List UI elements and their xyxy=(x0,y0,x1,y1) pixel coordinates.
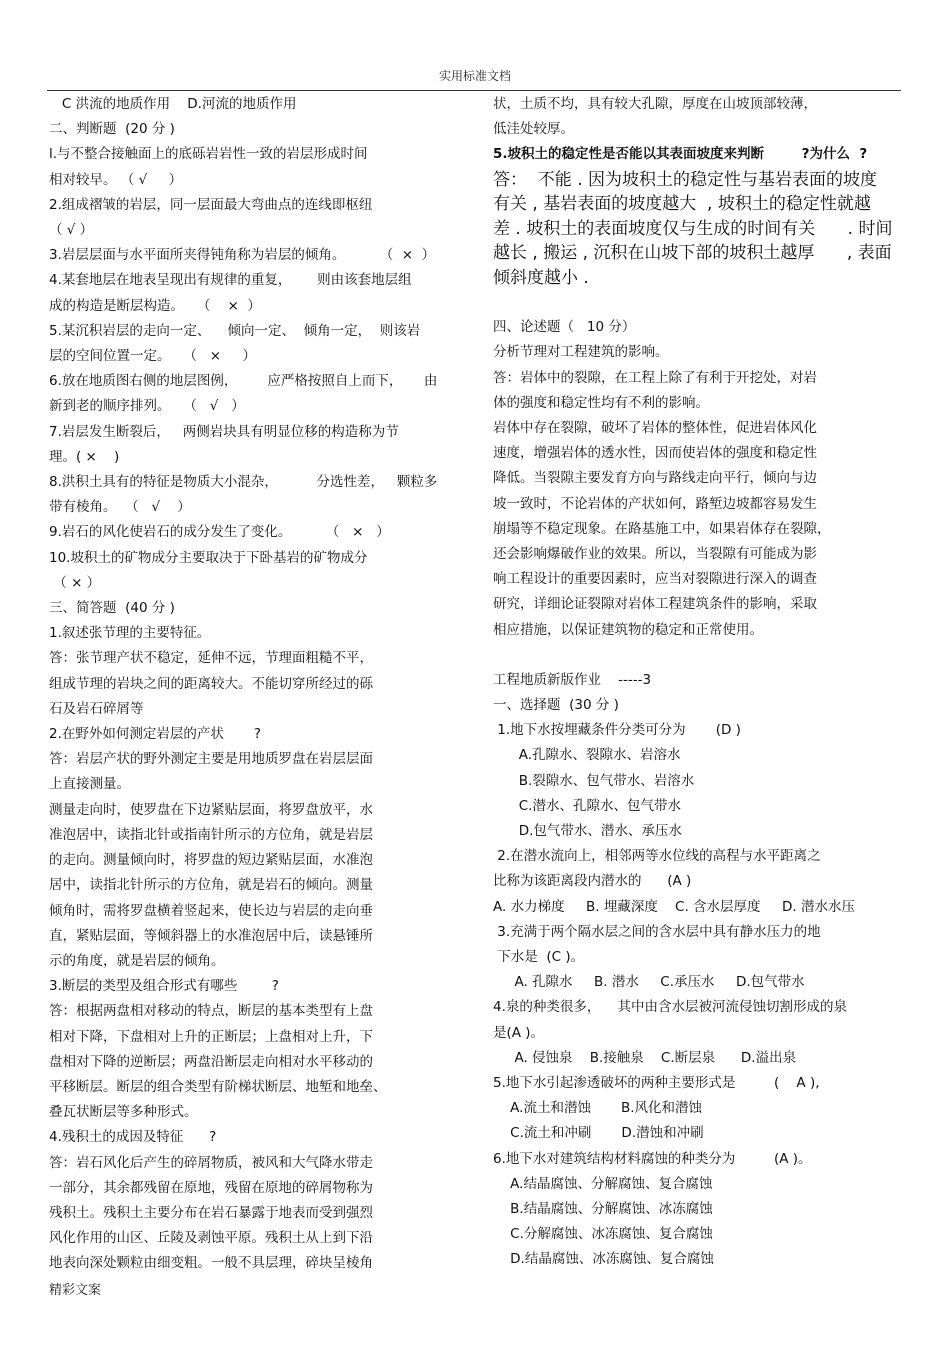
text-line: 5.某沉积岩层的走向一定、 倾向一定、 倾角一定， 则该岩 xyxy=(49,322,421,339)
spacer xyxy=(493,290,903,315)
question-line: 比称为该距离段内潜水的 (A ) xyxy=(493,873,692,890)
option-line: C.潜水、孔隙水、包气带水 xyxy=(493,797,681,814)
question-line: 3.充满于两个隔水层之间的含水层中具有静水压力的地 xyxy=(493,923,821,940)
page-footer: 精彩文案 xyxy=(49,1283,102,1298)
text-line: 体的强度和稳定性均有不利的影响。 xyxy=(493,394,709,411)
option-line: A. 孔隙水 B. 潜水 C.承压水 D.包气带水 xyxy=(493,974,805,991)
text-line: 相对较早。 （ √ ） xyxy=(49,171,183,188)
answer-line: 差 . 坡积土的表面坡度仅与生成的时间有关 . 时间 xyxy=(493,218,893,239)
text-line: 坡一致时，不论岩体的产状如何，路堑边坡都容易发生 xyxy=(493,495,817,512)
option-line: C.流土和冲刷 D.潜蚀和冲刷 xyxy=(493,1125,704,1142)
text-line: （ × ） xyxy=(49,574,101,591)
text-line: 还会影响爆破作业的效果。所以，当裂隙有可能成为影 xyxy=(493,545,817,562)
question-line: 6.地下水对建筑结构材料腐蚀的种类分为 (A )。 xyxy=(493,1150,812,1167)
text-line: 上直接测量。 xyxy=(49,776,130,793)
text-line: 答：岩体中的裂隙，在工程上除了有利于开挖处，对岩 xyxy=(493,369,817,386)
text-line: 答：根据两盘相对移动的特点，断层的基本类型有上盘 xyxy=(49,1003,373,1020)
text-line: 8.洪积土具有的特征是物质大小混杂， 分选性差， 颗粒多 xyxy=(49,474,438,491)
text-line: 10.坡积土的矿物成分主要取决于下卧基岩的矿物成分 xyxy=(49,549,368,566)
text-line: 答：张节理产状不稳定，延伸不远，节理面粗糙不平， xyxy=(49,650,373,667)
question-line: 3.断层的类型及组合形式有哪些 ? xyxy=(49,978,279,995)
option-line: A.孔隙水、裂隙水、岩溶水 xyxy=(493,747,681,764)
right-column xyxy=(493,92,903,1273)
question-line: 2.在野外如何测定岩层的产状 ? xyxy=(49,726,262,743)
text-line: 2.组成褶皱的岩层，同一层面最大弯曲点的连线即枢纽 xyxy=(49,196,373,213)
text-line: 成的构造是断层构造。 （ × ） xyxy=(49,297,261,314)
text-line: 组成节理的岩块之间的距离较大。不能切穿所经过的砾 xyxy=(49,675,373,692)
text-line: 崩塌等不稳定现象。在路基施工中，如果岩体存在裂隙， xyxy=(493,520,831,537)
text-line: 风化作用的山区、丘陵及剥蚀平原。残积土从上到下沿 xyxy=(49,1230,373,1247)
text-line: 准泡居中，读指北针或指南针所示的方位角，就是岩层 xyxy=(49,826,373,843)
question-line: 2.在潜水流向上，相邻两等水位线的高程与水平距离之 xyxy=(493,848,821,865)
section-heading: 一、选择题 (30 分 ) xyxy=(493,696,619,713)
text-line: 平移断层。断层的组合类型有阶梯状断层、地堑和地垒、 xyxy=(49,1078,387,1095)
text-line: 石及岩石碎屑等 xyxy=(49,700,144,717)
text-line: 直，紧贴层面，等倾斜器上的水准泡居中后，读悬锤所 xyxy=(49,927,373,944)
text-line: 速度，增强岩体的透水性，因而使岩体的强度和稳定性 xyxy=(493,445,817,462)
header-rule xyxy=(47,90,901,91)
text-line: 答：岩层产状的野外测定主要是用地质罗盘在岩层层面 xyxy=(49,751,373,768)
section-heading: 四、论述题（ 10 分） xyxy=(493,319,636,336)
question-line: 下水是 (C )。 xyxy=(493,948,585,965)
text-line: 降低。当裂隙主要发育方向与路线走向平行，倾向与边 xyxy=(493,470,817,487)
text-line: C 洪流的地质作用 D.河流的地质作用 xyxy=(49,96,297,112)
spacer xyxy=(493,643,903,668)
text-line: 理。( × ) xyxy=(49,448,120,465)
text-line: 响工程设计的重要因素时，应当对裂隙进行深入的调查 xyxy=(493,571,817,588)
question-line: 5.坡积土的稳定性是否能以其表面坡度来判断 ?为什么 ? xyxy=(493,146,868,163)
left-column xyxy=(49,92,439,1277)
option-line: B.裂隙水、包气带水、岩溶水 xyxy=(493,772,695,789)
text-line: 居中，读指北针所示的方位角，就是岩石的倾向。测量 xyxy=(49,877,373,894)
answer-line: 有关 , 基岩表面的坡度越大 , 坡积土的稳定性就越 xyxy=(493,194,871,215)
question-line: 4.残积土的成因及特征 ? xyxy=(49,1129,217,1146)
text-line: 一部分，其余都残留在原地，残留在原地的碎屑物称为 xyxy=(49,1179,373,1196)
option-line: A. 侵蚀泉 B.接触泉 C.断层泉 D.溢出泉 xyxy=(493,1049,797,1066)
section-heading: 二、判断题 (20 分 ) xyxy=(49,121,175,138)
question-line: 4.泉的种类很多， 其中由含水层被河流侵蚀切割形成的泉 xyxy=(493,999,848,1016)
option-line: D.结晶腐蚀、冰冻腐蚀、复合腐蚀 xyxy=(493,1251,714,1268)
text-line: 的走向。测量倾向时，将罗盘的短边紧贴层面，水准泡 xyxy=(49,852,373,869)
option-line: D.包气带水、潜水、承压水 xyxy=(493,822,682,839)
option-line: A. 水力梯度 B. 埋藏深度 C. 含水层厚度 D. 潜水水压 xyxy=(493,898,855,915)
assignment-title: 工程地质新版作业 -----3 xyxy=(493,671,652,688)
question-line: 5.地下水引起渗透破坏的两种主要形式是 ( A ), xyxy=(493,1075,820,1091)
text-line: 岩体中存在裂隙，破坏了岩体的整体性，促进岩体风化 xyxy=(493,419,817,436)
answer-line: 倾斜度越小 . xyxy=(493,267,589,288)
answer-line: 越长 , 搬运 , 沉积在山坡下部的坡积土越厚 , 表面 xyxy=(493,243,892,264)
question-line: 是(A )。 xyxy=(493,1024,545,1041)
text-line: 3.岩层层面与水平面所夹得钝角称为岩层的倾角。 （ × ） xyxy=(49,247,436,264)
text-line: 研究，详细论证裂隙对岩体工程建筑条件的影响，采取 xyxy=(493,596,817,613)
option-line: B.结晶腐蚀、分解腐蚀、冰冻腐蚀 xyxy=(493,1201,713,1218)
text-line: l.与不整合接触面上的底砾岩岩性一致的岩层形成时间 xyxy=(49,146,368,163)
section-heading: 三、简答题 (40 分 ) xyxy=(49,600,175,617)
text-line: 7.岩层发生断裂后， 两侧岩块具有明显位移的构造称为节 xyxy=(49,423,399,440)
option-line: A.结晶腐蚀、分解腐蚀、复合腐蚀 xyxy=(493,1175,713,1192)
text-line: 新到老的顺序排列。 （ √ ） xyxy=(49,398,245,415)
text-line: 9.岩石的风化使岩石的成分发生了变化。 （ × ） xyxy=(49,524,390,541)
text-line: 盘相对下降的逆断层；两盘沿断层走向相对水平移动的 xyxy=(49,1053,373,1070)
text-line: 分析节理对工程建筑的影响。 xyxy=(493,344,669,361)
text-line: 状，土质不均，具有较大孔隙，厚度在山坡顶部较薄， xyxy=(493,96,817,112)
text-line: 6.放在地质图右侧的地层图例， 应严格按照自上而下， 由 xyxy=(49,373,438,390)
option-line: A.流土和潜蚀 B.风化和潜蚀 xyxy=(493,1100,703,1117)
text-line: 叠瓦状断层等多种形式。 xyxy=(49,1104,198,1121)
text-line: 示的角度，就是岩层的倾角。 xyxy=(49,952,225,969)
text-line: （ √ ） xyxy=(49,222,94,239)
page-header: 实用标准文档 xyxy=(438,69,511,83)
text-line: 测量走向时，使罗盘在下边紧贴层面，将罗盘放平，水 xyxy=(49,801,373,818)
answer-line: 答： 不能 . 因为坡积土的稳定性与基岩表面的坡度 xyxy=(493,169,878,190)
text-line: 地表向深处颗粒由细变粗。一般不具层理，碎块呈棱角 xyxy=(49,1255,373,1272)
option-line: C.分解腐蚀、冰冻腐蚀、复合腐蚀 xyxy=(493,1226,713,1243)
text-line: 残积土。残积土主要分布在岩石暴露于地表而受到强烈 xyxy=(49,1204,373,1221)
text-line: 倾角时，需将罗盘横着竖起来，使长边与岩层的走向垂 xyxy=(49,902,373,919)
text-line: 4.某套地层在地表呈现出有规律的重复， 则由该套地层组 xyxy=(49,272,412,289)
text-line: 低洼处较厚。 xyxy=(493,121,574,138)
text-line: 相对下降，下盘相对上升的正断层；上盘相对上升，下 xyxy=(49,1028,373,1045)
question-line: 1.地下水按埋藏条件分类可分为 (D ) xyxy=(493,722,741,739)
text-line: 层的空间位置一定。 （ × ） xyxy=(49,348,257,365)
question-line: 1.叙述张节理的主要特征。 xyxy=(49,625,211,642)
text-line: 答：岩石风化后产生的碎屑物质，被风和大气降水带走 xyxy=(49,1154,373,1171)
text-line: 带有棱角。 （ √ ） xyxy=(49,499,191,516)
text-line: 相应措施，以保证建筑物的稳定和正常使用。 xyxy=(493,621,763,638)
